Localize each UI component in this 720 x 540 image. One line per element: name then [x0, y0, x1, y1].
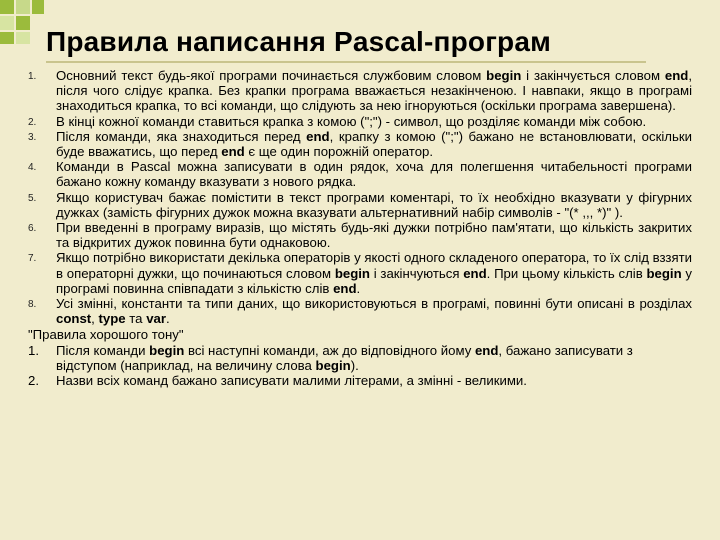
deco-square	[0, 32, 14, 44]
deco-square	[16, 0, 30, 14]
list-item-text: Якщо потрібно використати декілька операторів у якості одного складеного оператора, то їх слід вззяти в операторні дужки, що починаються словом begin і закінчуються end. При цьому кількість слів begin у програмі повинна співпадати з кількістю слів end.	[56, 250, 692, 296]
list-item-text: В кінці кожної команди ставиться крапка з комою (";") - символ, що розділяє команди між собою.	[56, 113, 647, 129]
list-item-text: Після команди, яка знаходиться перед end, крапку з комою (";") бажано не встановлювати, оскільки буде вважатись, що перед end є ще один порожній оператор.	[56, 128, 692, 160]
deco-square	[16, 16, 30, 30]
list-item-text: При введенні в програму виразів, що містять будь-які дужки потрібно пам'ятати, що кількість закритих та відкритих дужок повинна бути однаковою.	[56, 220, 692, 251]
deco-square	[16, 32, 30, 44]
page-title: Правила написання Pascal-програм	[46, 26, 552, 57]
list-item-number: 8.	[28, 299, 37, 311]
good-style-heading: "Правила хорошого тону"	[28, 327, 184, 343]
list-item-number: 7.	[28, 253, 37, 265]
good-style-text: Назви всіх команд бажано записувати малими літерами, а змінні - великими.	[56, 373, 527, 389]
list-item	[28, 220, 692, 250]
deco-square	[0, 0, 14, 14]
rules-content	[28, 68, 692, 388]
list-item	[28, 129, 692, 159]
good-style-number: 1.	[28, 342, 39, 358]
list-item-text: Усі змінні, константи та типи даних, що використовуються в програмі, повинні бути описані в розділах const, type та var.	[56, 296, 692, 327]
deco-square	[32, 0, 44, 14]
list-item-number: 5.	[28, 192, 37, 204]
list-item-number: 3.	[28, 131, 37, 143]
list-item	[28, 68, 692, 114]
good-style-list	[28, 343, 692, 389]
title-divider	[46, 61, 646, 63]
list-item-number: 6.	[28, 223, 37, 235]
list-item-text: Основний текст будь-якої програми починається службовим словом begin і закінчується словом end, після чого слідує крапка. Без крапки програма вважається незакінченою. І навпаки, якщо в програмі знаходиться крапка, то всі команди, що слідують за нею ігноруються (оскільки програма завершена).	[56, 68, 692, 114]
rules-list	[28, 68, 692, 326]
list-item	[28, 296, 692, 326]
good-style-item	[28, 343, 692, 373]
list-item-number: 4.	[28, 162, 37, 174]
list-item-number: 2.	[28, 116, 37, 128]
deco-square	[0, 16, 14, 30]
good-style-item	[28, 373, 692, 388]
list-item	[28, 190, 692, 220]
list-item-text: Якщо користувач бажає помістити в текст програми коментарі, то їх необхідно вказувати у фігурних дужках (замість фігурних дужок можна вказувати альтернативний набір символів - "(* ,,, *)" ).	[56, 189, 692, 220]
good-style-text: Після команди begin всі наступні команди, аж до відповідного йому end, бажано записувати з відступом (наприклад, на величину слова begin).	[56, 342, 633, 373]
good-style-number: 2.	[28, 373, 39, 389]
list-item	[28, 159, 692, 189]
list-item-text: Команди в Pascal можна записувати в один рядок, хоча для полегшення читабельності програми бажано кожну команду вказувати з нового рядка.	[56, 159, 692, 190]
list-item-number: 1.	[28, 71, 37, 82]
decorative-squares	[0, 0, 44, 44]
list-item	[28, 114, 692, 129]
list-item	[28, 250, 692, 296]
